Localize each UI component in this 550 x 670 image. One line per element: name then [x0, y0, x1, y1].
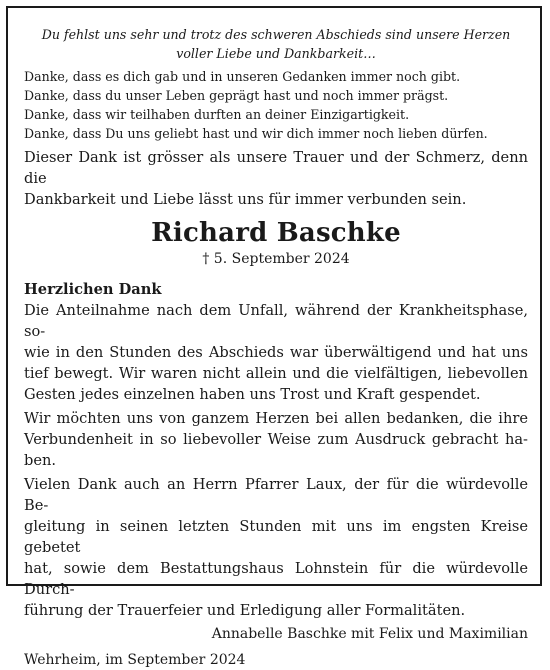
statement-line: Dieser Dank ist grösser als unsere Trauer und der Schmerz, denn die: [24, 149, 528, 187]
section-heading: Herzlichen Dank: [24, 281, 162, 298]
death-date: † 5. September 2024: [202, 251, 350, 267]
paragraph: [24, 300, 528, 405]
place-and-date: Wehrheim, im September 2024: [24, 652, 246, 668]
paragraph-line: Wir möchten uns von ganzem Herzen bei allen bedanken, die ihre: [24, 410, 528, 427]
paragraph: [24, 408, 528, 471]
signature: Annabelle Baschke mit Felix und Maximilian: [211, 626, 528, 642]
thanks-line: Danke, dass wir teilhaben durften an deiner Einzigartigkeit.: [24, 107, 410, 122]
paragraph-line: Vielen Dank auch an Herrn Pfarrer Laux, der für die würdevolle Be-: [24, 476, 528, 514]
paragraph-line: Gesten jedes einzelnen haben uns Trost und Kraft gespendet.: [24, 386, 481, 403]
obituary-notice: [24, 25, 528, 670]
intro-line: voller Liebe und Dankbarkeit…: [176, 46, 376, 61]
gratitude-statement: [24, 147, 528, 210]
paragraph-line: Verbundenheit in so liebevoller Weise zum Ausdruck gebracht ha-: [24, 431, 528, 448]
paragraph-line: führung der Trauerfeier und Erledigung aller Formalitäten.: [24, 602, 466, 619]
paragraph-line: gleitung in seinen letzten Stunden mit uns im engsten Kreise gebetet: [24, 518, 528, 556]
paragraph-line: ben.: [24, 452, 57, 469]
paragraph-line: hat, sowie dem Bestattungshaus Lohnstein für die würdevolle Durch-: [24, 560, 528, 598]
deceased-name: Richard Baschke: [151, 218, 401, 248]
thanks-line: Danke, dass Du uns geliebt hast und wir dich immer noch lieben dürfen.: [24, 126, 488, 141]
thanks-line: Danke, dass es dich gab und in unseren Gedanken immer noch gibt.: [24, 69, 461, 84]
intro-line: Du fehlst uns sehr und trotz des schweren Abschieds sind unsere Herzen: [41, 27, 511, 42]
paragraph-line: Die Anteilnahme nach dem Unfall, während der Krankheitsphase, so-: [24, 302, 528, 340]
intro-quote: [24, 25, 528, 63]
statement-line: Dankbarkeit und Liebe lässt uns für immer verbunden sein.: [24, 191, 467, 208]
thanks-line: Danke, dass du unser Leben geprägt hast und noch immer prägst.: [24, 88, 449, 103]
thanks-list: [24, 67, 528, 143]
thanks-body: [24, 300, 528, 621]
paragraph-line: tief bewegt. Wir waren nicht allein und die vielfältigen, liebevollen: [24, 365, 528, 382]
paragraph-line: wie in den Stunden des Abschieds war überwältigend und hat uns: [24, 344, 528, 361]
paragraph: [24, 474, 528, 621]
